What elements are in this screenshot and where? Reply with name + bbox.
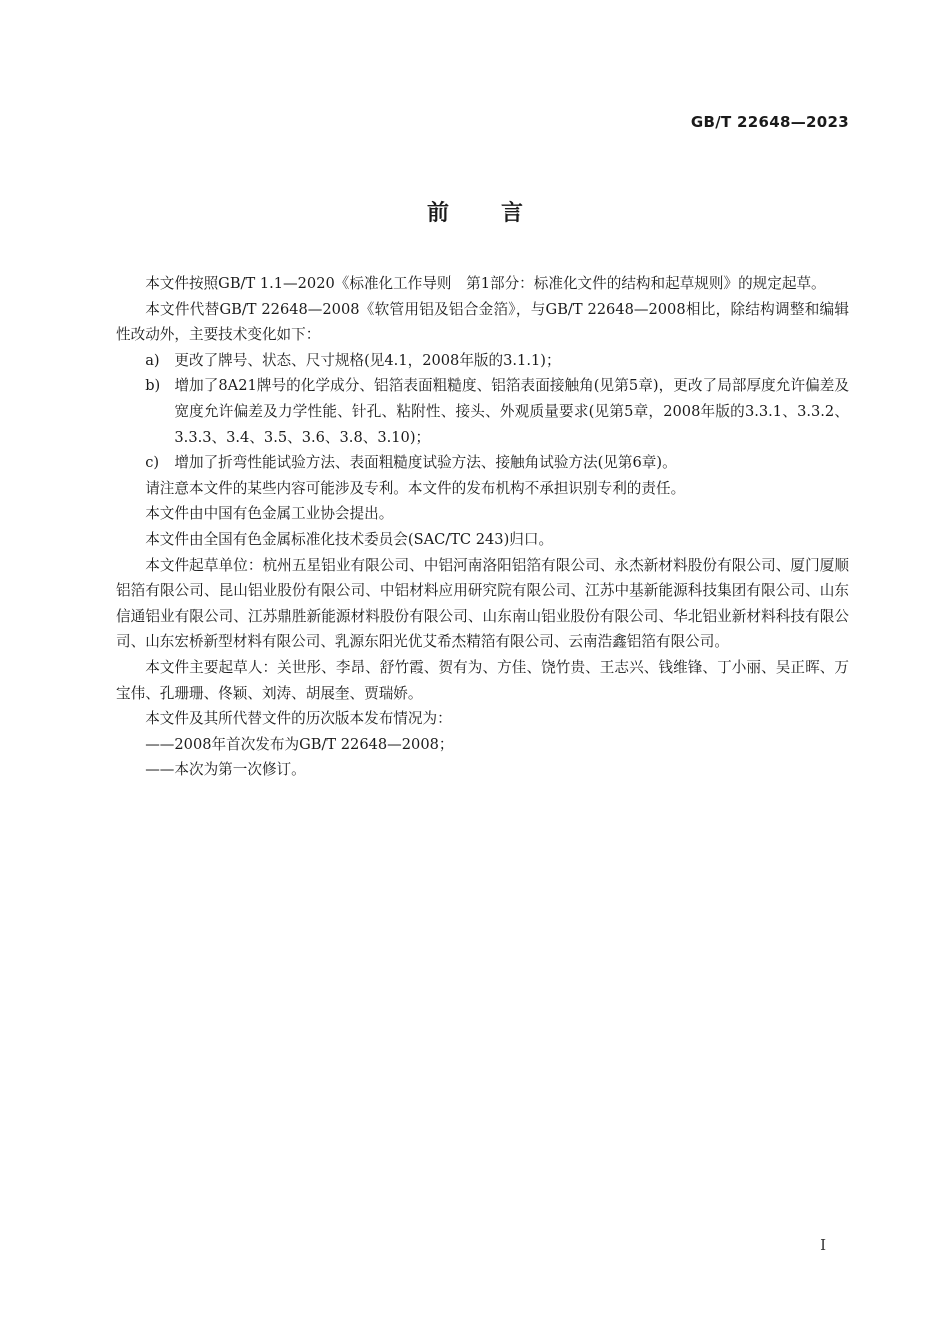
page-title: 前言 <box>426 201 575 226</box>
paragraph-drafting-units: 本文件起草单位：杭州五星铝业有限公司、中铝河南洛阳铝箔有限公司、永杰新材料股份有限公司、厦门厦顺铝箔有限公司、昆山铝业股份有限公司、中铝材料应用研究院有限公司、江苏中基新能源科技集团有限公司、山东信通铝业有限公司、江苏鼎胜新能源材料股份有限公司、山东南山铝业股份有限公司、华北铝业新材料科技有限公司、山东宏桥新型材料有限公司、乳源东阳光优艾希杰精箔有限公司、云南浩鑫铝箔有限公司。 <box>116 556 849 651</box>
history-item: ——本次为第一次修订。 <box>145 761 306 779</box>
paragraph-drafters: 本文件主要起草人：关世彤、李昂、舒竹霞、贺有为、方佳、饶竹贵、王志兴、钱维锋、丁小丽、吴正晖、万宝伟、孔珊珊、佟颖、刘涛、胡展奎、贾瑞娇。 <box>116 658 849 702</box>
list-marker: b) <box>145 377 161 395</box>
paragraph-patent-notice: 请注意本文件的某些内容可能涉及专利。本文件的发布机构不承担识别专利的责任。 <box>145 479 686 497</box>
list-item <box>116 348 849 374</box>
paragraph-proposer: 本文件由中国有色金属工业协会提出。 <box>145 505 394 523</box>
list-item-text: 更改了牌号、状态、尺寸规格(见4.1，2008年版的3.1.1)； <box>174 351 561 369</box>
history-item: ——2008年首次发布为GB/T 22648—2008； <box>145 735 454 753</box>
list-item <box>116 373 849 450</box>
paragraph-committee: 本文件由全国有色金属标准化技术委员会(SAC/TC 243)归口。 <box>145 530 554 548</box>
standard-number: GB/T 22648—2023 <box>690 113 849 131</box>
list-marker: c) <box>145 454 160 472</box>
list-item-text: 增加了折弯性能试验方法、表面粗糙度试验方法、接触角试验方法(见第6章)。 <box>174 454 677 472</box>
list-marker: a) <box>145 351 160 369</box>
list-item <box>116 450 849 476</box>
document-body <box>116 271 849 783</box>
paragraph-replacement: 本文件代替GB/T 22648—2008《软管用铝及铝合金箔》，与GB/T 22648—2008相比，除结构调整和编辑性改动外，主要技术变化如下： <box>116 300 849 344</box>
paragraph-drafting-rules: 本文件按照GB/T 1.1—2020《标准化工作导则 第1部分：标准化文件的结构和起草规则》的规定起草。 <box>145 275 826 292</box>
paragraph-history-intro: 本文件及其所代替文件的历次版本发布情况为： <box>145 710 452 728</box>
list-item-text: 增加了8A21牌号的化学成分、铝箔表面粗糙度、铝箔表面接触角(见第5章)，更改了局部厚度允许偏差及宽度允许偏差及力学性能、针孔、粘附性、接头、外观质量要求(见第5章，2008年版的3.3.1、3.3.2、3.3.3、3.4、3.5、3.6、3.8、3.10)； <box>174 377 849 446</box>
page-number: I <box>820 1236 826 1254</box>
